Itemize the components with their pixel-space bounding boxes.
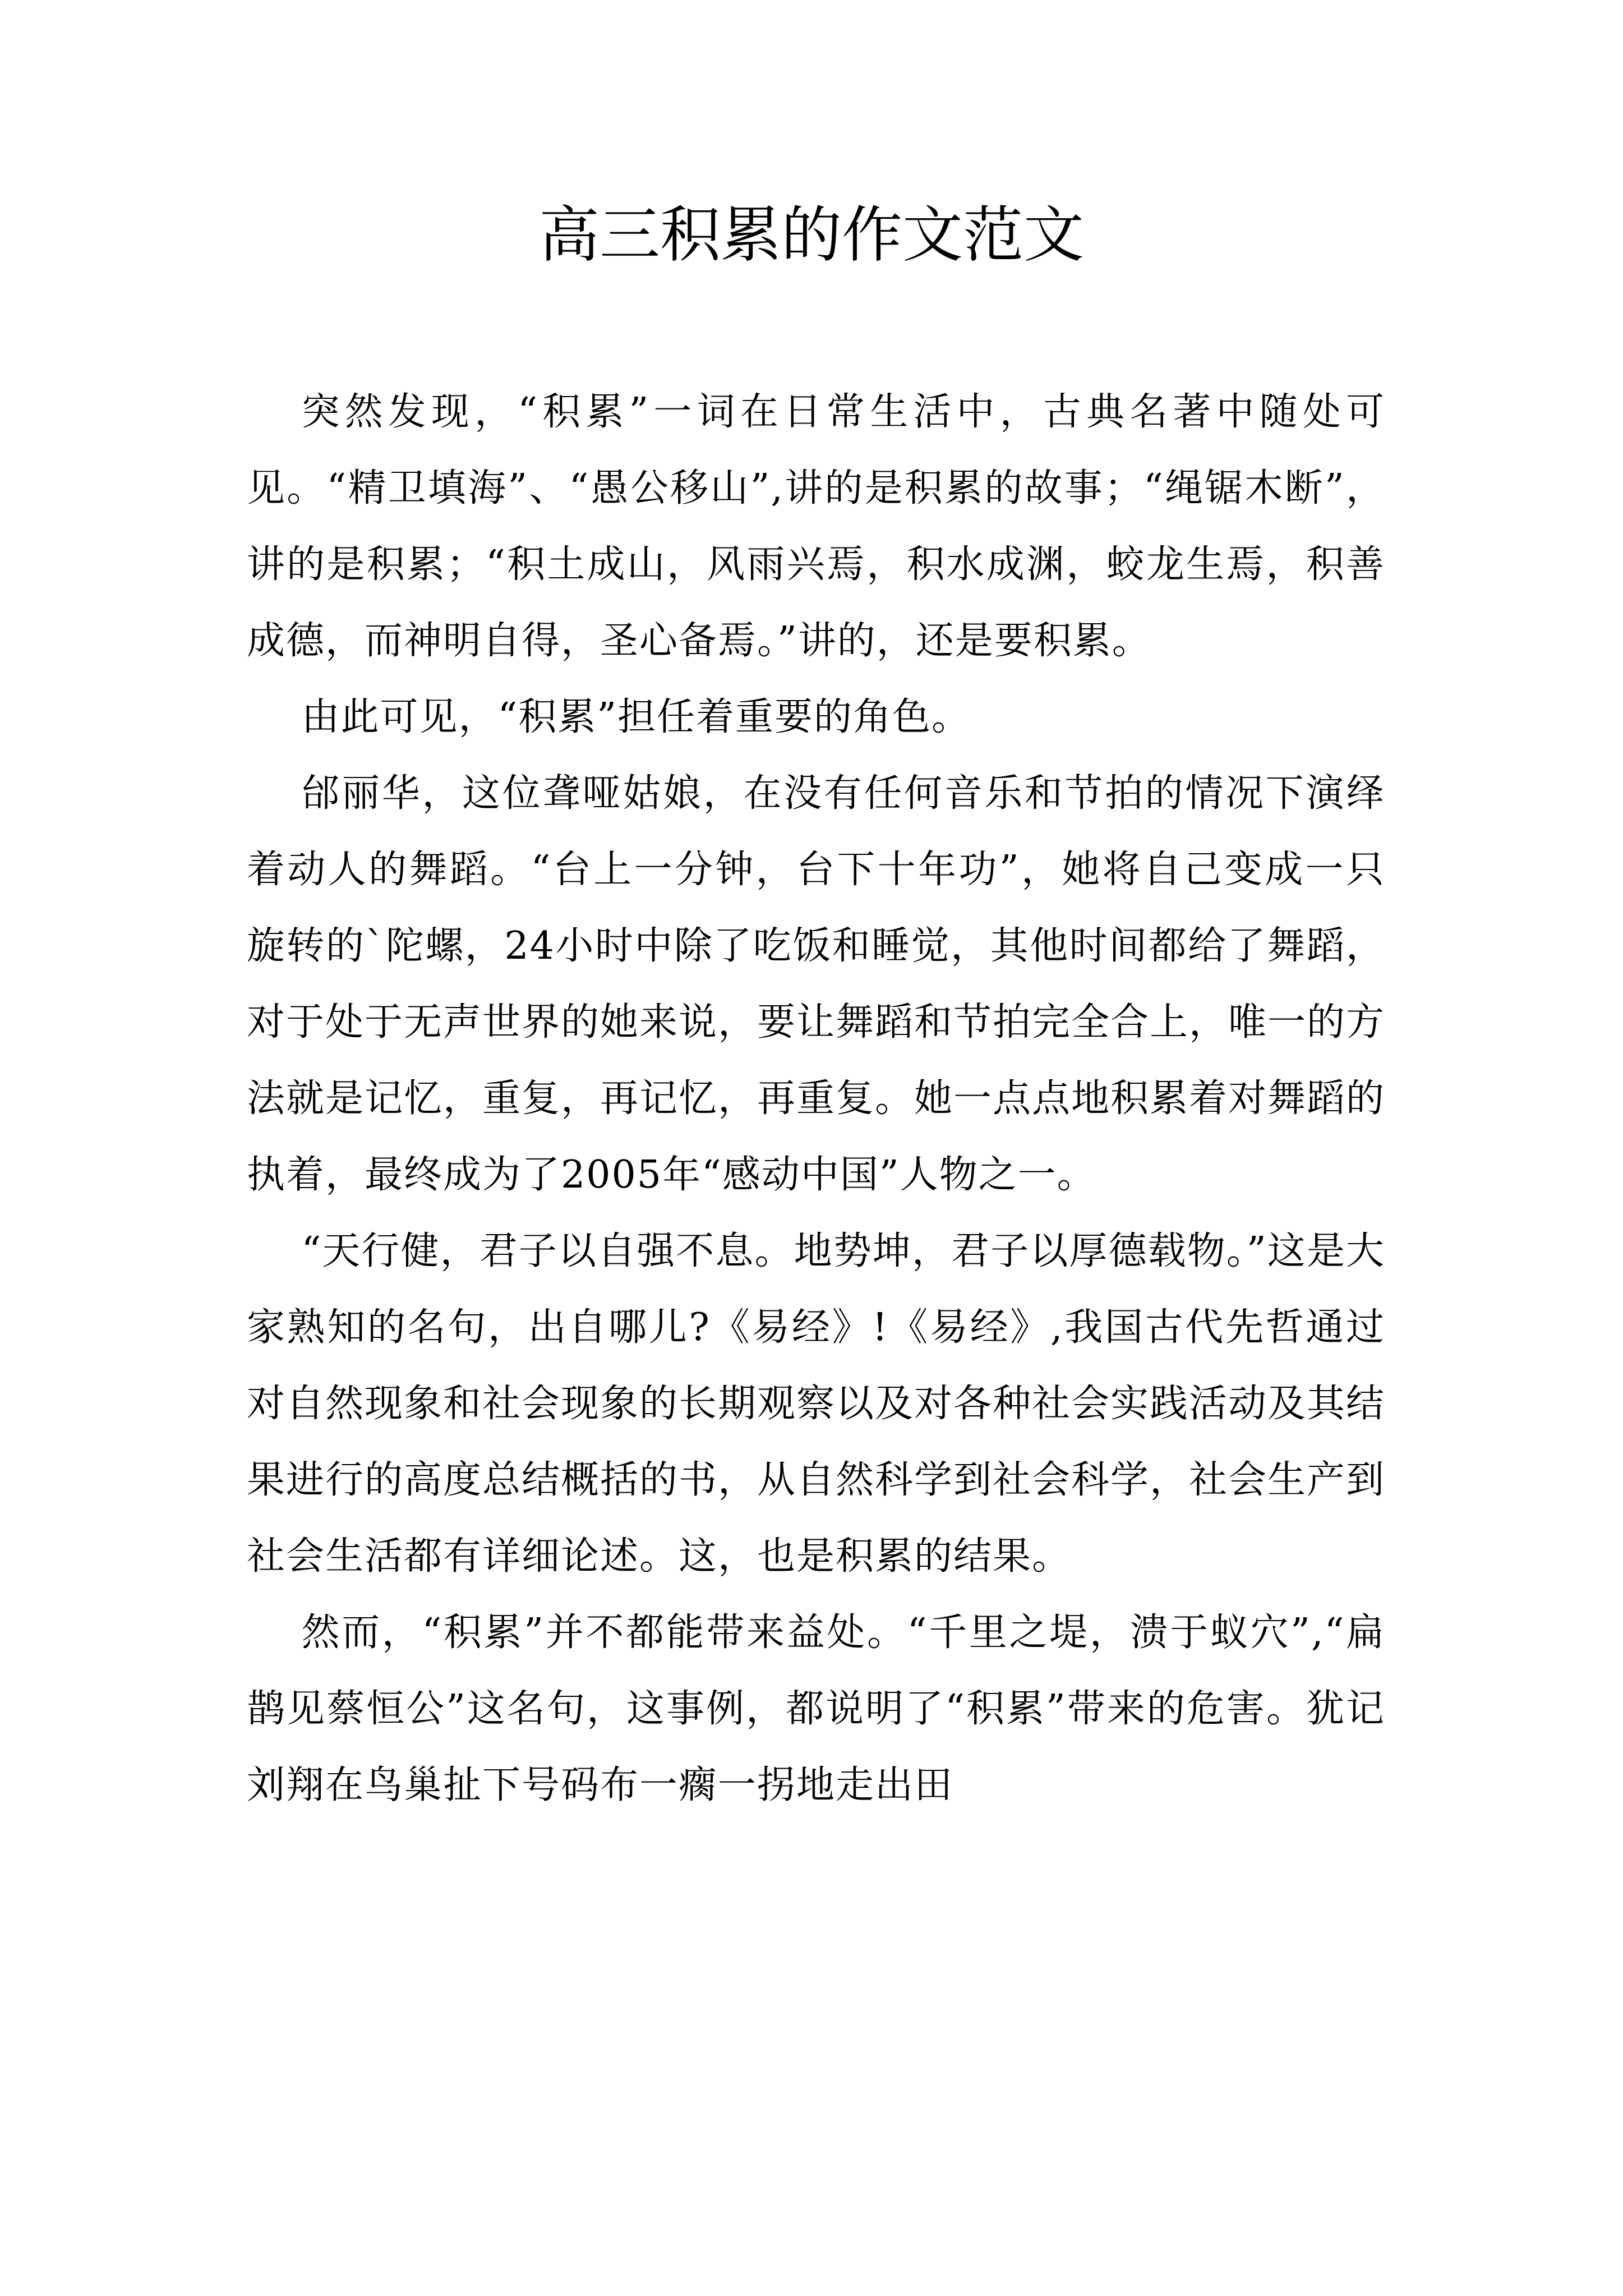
paragraph: 然而，“积累”并不都能带来益处。“千里之堤，溃于蚁穴”,“扁鹊见蔡恒公”这名句，这事例，都说明了“积累”带来的危害。犹记刘翔在鸟巢扯下号码布一瘸一拐地走出田 xyxy=(247,1611,1385,1807)
paragraph: 由此可见，“积累”担任着重要的角色。 xyxy=(301,695,971,739)
paragraph: “天行健，君子以自强不息。地势坤，君子以厚德载物。”这是大家熟知的名句，出自哪儿?《易经》!《易经》,我国古代先哲通过对自然现象和社会现象的长期观察以及对各种社会实践活动及其结果进行的高度总结概括的书，从自然科学到社会科学，社会生产到社会生活都有详细论述。这，也是积累的结果。 xyxy=(247,1229,1386,1579)
document-title: 高三积累的作文范文 xyxy=(538,200,1084,270)
document-body xyxy=(247,374,1385,1824)
paragraph: 突然发现，“积累”一词在日常生活中，古典名著中随处可见。“精卫填海”、“愚公移山”,讲的是积累的故事；“绳锯木断”，讲的是积累；“积土成山，风雨兴焉，积水成渊，蛟龙生焉，积善成德，而神明自得，圣心备焉。”讲的，还是要积累。 xyxy=(247,390,1385,663)
paragraph: 邰丽华，这位聋哑姑娘，在没有任何音乐和节拍的情况下演绎着动人的舞蹈。“台上一分钟，台下十年功”，她将自己变成一只旋转的`陀螺，24小时中除了吃饭和睡觉，其他时间都给了舞蹈，对于处于无声世界的她来说，要让舞蹈和节拍完全合上，唯一的方法就是记忆，重复，再记忆，再重复。她一点点地积累着对舞蹈的执着，最终成为了2005年“感动中国”人物之一。 xyxy=(247,771,1386,1197)
